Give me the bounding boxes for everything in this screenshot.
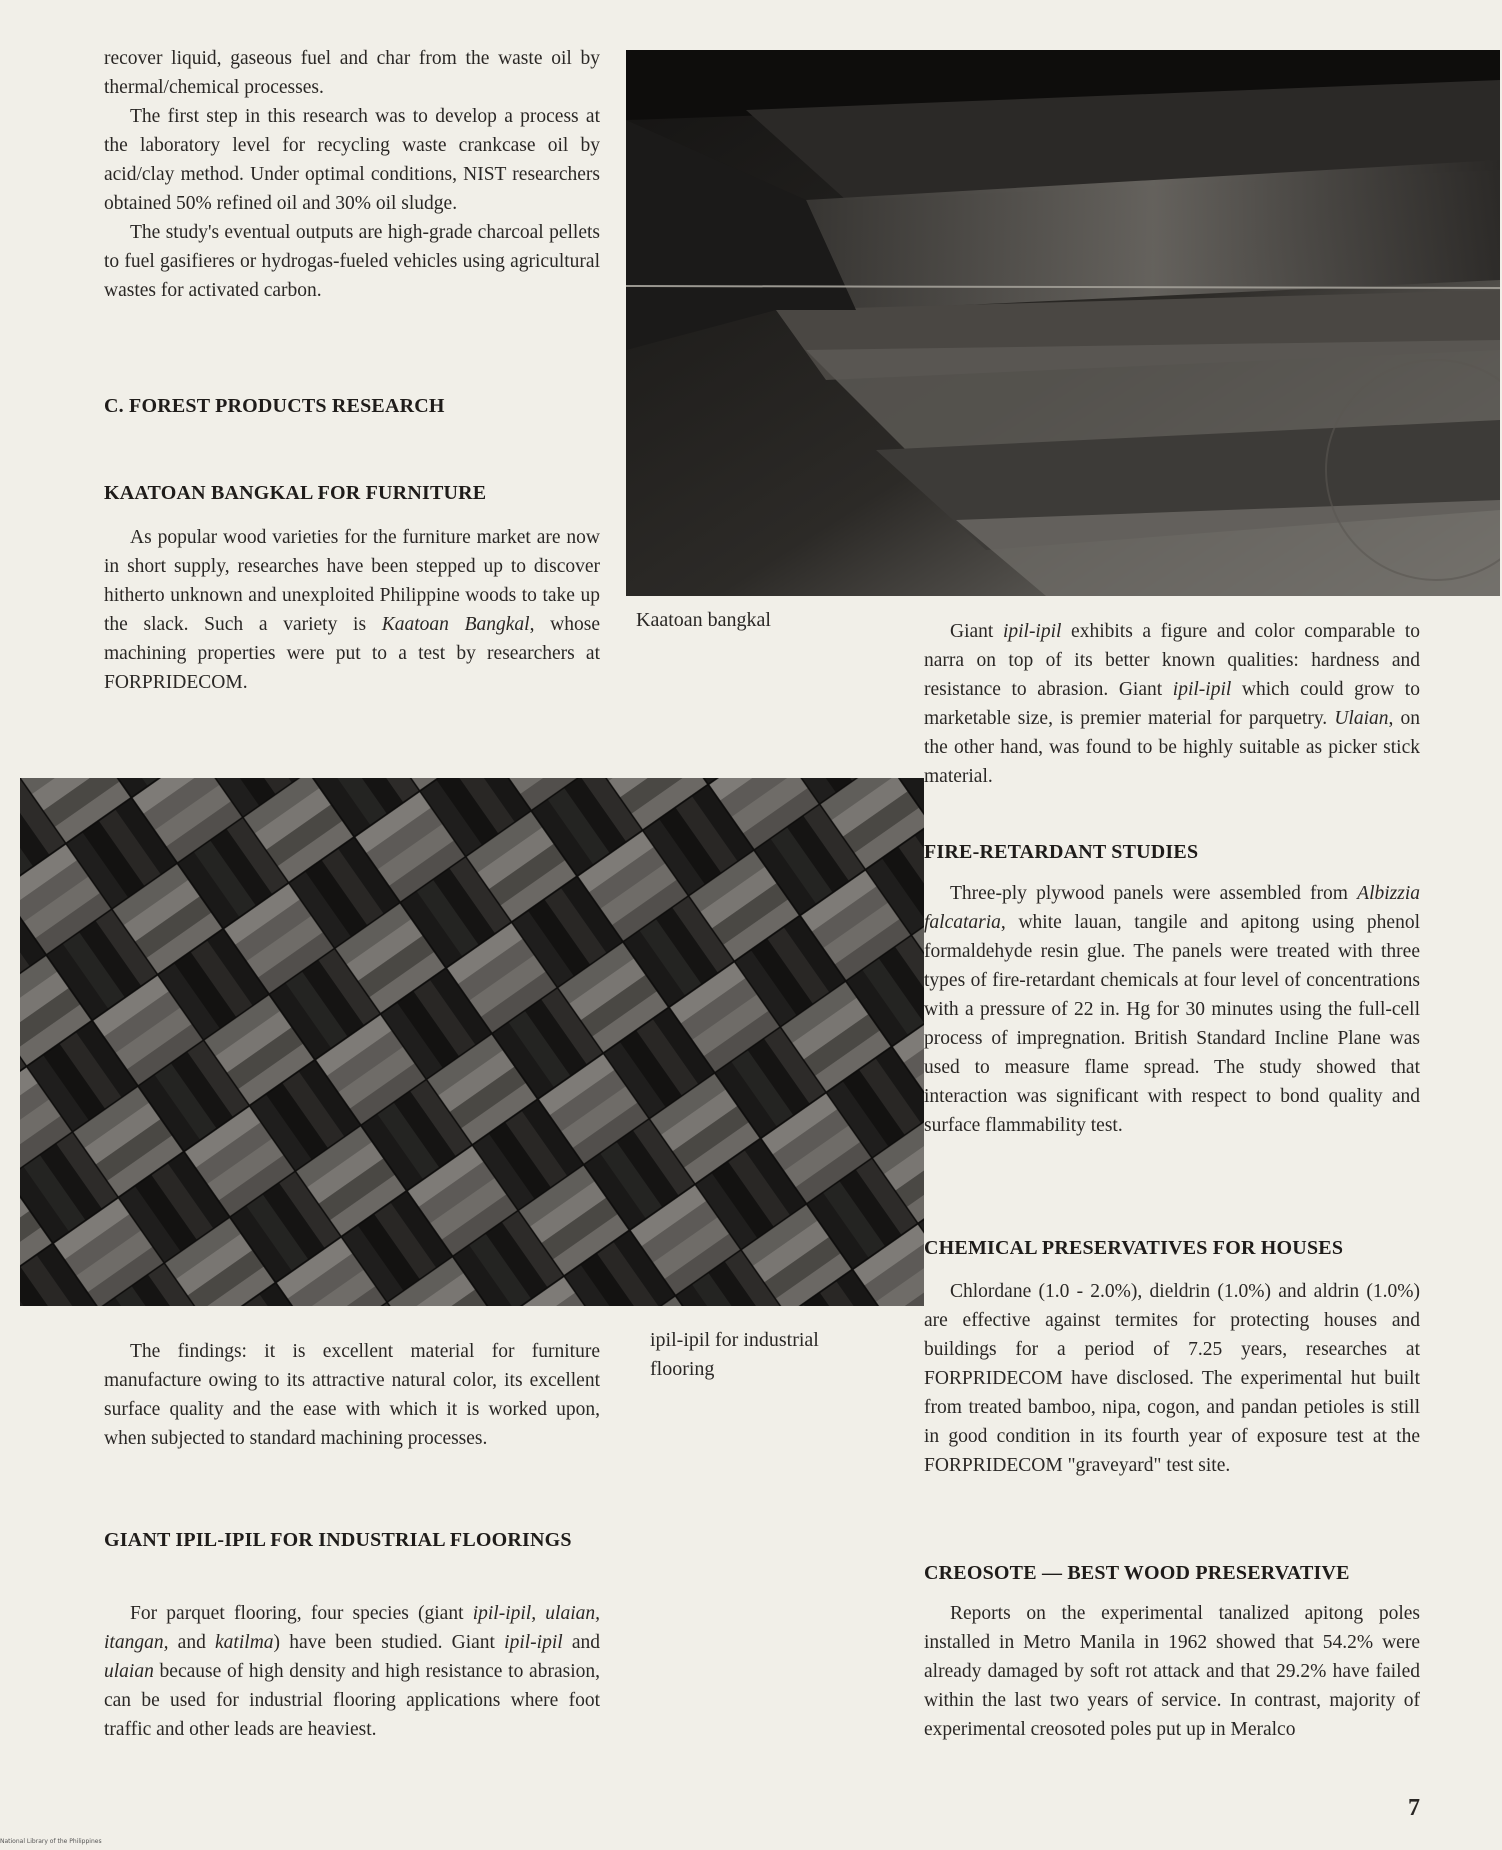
paragraph: Reports on the experimental tanalized apitong poles installed in Metro Manila in 1962 showed that 54.2% were already damaged by soft rot attack and that 29.2% have failed within the last two years of service. In contrast, majority of experimental creosoted poles put up in Meralco	[924, 1603, 1420, 1740]
footer-library-note: National Library of the Philippines	[0, 1838, 102, 1845]
kaatoan-text	[104, 523, 600, 697]
heading-chemical-preservatives: CHEMICAL PRESERVATIVES FOR HOUSES	[924, 1237, 1344, 1259]
paragraph: The findings: it is excellent material for furniture manufacture owing to its attractive natural color, its excellent surface quality and the ease with which it is worked upon, when subjected to standard machining processes.	[104, 1341, 600, 1449]
heading-kaatoan-bangkal: KAATOAN BANGKAL FOR FURNITURE	[104, 482, 487, 504]
heading-giant-ipil-ipil: GIANT IPIL-IPIL FOR INDUSTRIAL FLOORINGS	[104, 1529, 572, 1551]
paragraph: Giant ipil-ipil exhibits a figure and color comparable to narra on top of its better known qualities: hardness and resistance to abrasion. Giant ipil-ipil which could grow to marketable size, is premier material for parquetry. Ulaian, on the other hand, was found to be highly suitable as picker stick material.	[924, 621, 1421, 787]
kaatoan-findings-text	[104, 1337, 600, 1453]
paragraph: recover liquid, gaseous fuel and char from the waste oil by thermal/chemical processes.	[104, 48, 600, 98]
photo-kaatoan-bangkal	[626, 50, 1500, 596]
page-number: 7	[1408, 1795, 1420, 1821]
paragraph: As popular wood varieties for the furniture market are now in short supply, researches have been stepped up to discover hitherto unknown and unexploited Philippine woods to take up the slack. Such a variety is Kaatoan Bangkal, whose machining properties were put to a test by researchers at FORPRIDECOM.	[104, 527, 600, 693]
caption-ipil-ipil: ipil-ipil for industrial flooring	[650, 1329, 819, 1380]
paragraph: The study's eventual outputs are high-grade charcoal pellets to fuel gasifieres or hydrogas-fueled vehicles using agricultural wastes for activated carbon.	[104, 222, 600, 301]
caption-kaatoan-bangkal: Kaatoan bangkal	[636, 609, 771, 631]
creosote-text	[924, 1599, 1420, 1744]
chemical-preservatives-text	[924, 1277, 1420, 1480]
paragraph: For parquet flooring, four species (giant ipil-ipil, ulaian, itangan, and katilma) have been studied. Giant ipil-ipil and ulaian because of high density and high resistance to abrasion, can be used for industrial flooring applications where foot traffic and other leads are heaviest.	[104, 1603, 601, 1740]
paragraph: Chlordane (1.0 - 2.0%), dieldrin (1.0%) and aldrin (1.0%) are effective against termites for protecting houses and buildings for a period of 7.25 years, researches at FORPRIDECOM have disclosed. The experimental hut built from treated bamboo, nipa, cogon, and pandan petioles is still in good condition in its fourth year of exposure test at the FORPRIDECOM "graveyard" test site.	[924, 1281, 1420, 1476]
right-ipil-text	[924, 617, 1420, 791]
heading-fire-retardant: FIRE-RETARDANT STUDIES	[924, 841, 1199, 863]
left-intro-text	[104, 44, 600, 305]
section-heading-forest-products: C. FOREST PRODUCTS RESEARCH	[104, 395, 445, 417]
heading-creosote: CREOSOTE — BEST WOOD PRESERVATIVE	[924, 1562, 1350, 1584]
paragraph: The first step in this research was to develop a process at the laboratory level for recycling waste crankcase oil by acid/clay method. Under optimal conditions, NIST researchers obtained 50% refined oil and 30% oil sludge.	[104, 106, 600, 214]
photo-ipil-ipil-flooring	[20, 778, 924, 1306]
giant-ipil-text	[104, 1599, 600, 1744]
fire-retardant-text	[924, 879, 1420, 1140]
paragraph: Three-ply plywood panels were assembled from Albizzia falcataria, white lauan, tangile and apitong using phenol formaldehyde resin glue. The panels were treated with three types of fire-retardant chemicals at four level of concentrations with a pressure of 22 in. Hg for 30 minutes using the full-cell process of impregnation. British Standard Incline Plane was used to measure flame spread. The study showed that interaction was significant with respect to bond quality and surface flammability test.	[924, 883, 1420, 1136]
